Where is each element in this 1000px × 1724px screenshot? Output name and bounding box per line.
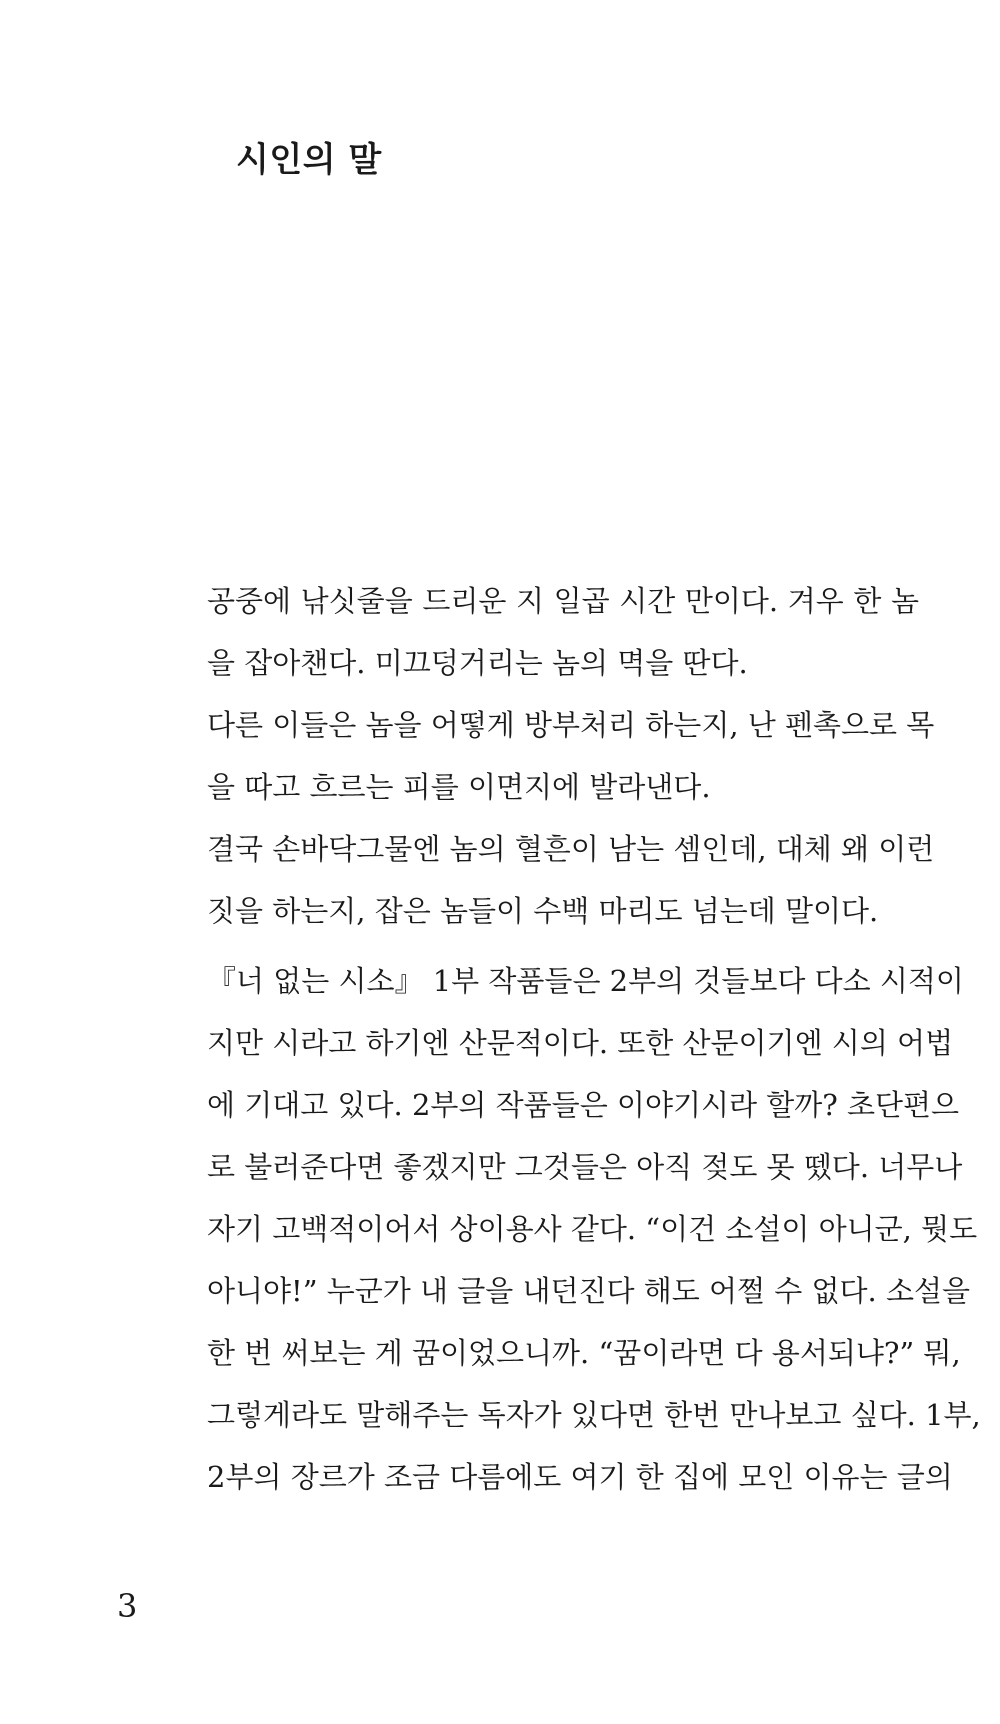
text-line: 로 불러준다면 좋겠지만 그것들은 아직 젖도 못 뗐다. 너무나 <box>207 1150 963 1184</box>
paragraph-block-2 <box>207 950 981 1508</box>
text-line: 자기 고백적이어서 상이용사 같다. “이건 소설이 아니군, 뭣도 <box>207 1212 978 1246</box>
text-line: 아니야!” 누군가 내 글을 내던진다 해도 어쩔 수 없다. 소설을 <box>207 1274 970 1308</box>
text-line: 을 잡아챈다. 미끄덩거리는 놈의 멱을 딴다. <box>207 646 748 680</box>
page-title: 시인의 말 <box>236 140 382 180</box>
text-line: 한 번 써보는 게 꿈이었으니까. “꿈이라면 다 용서되냐?” 뭐, <box>207 1336 961 1370</box>
text-line: 짓을 하는지, 잡은 놈들이 수백 마리도 넘는데 말이다. <box>207 894 879 928</box>
text-line: 2부의 장르가 조금 다름에도 여기 한 집에 모인 이유는 글의 <box>207 1460 953 1494</box>
text-line: 『너 없는 시소』 1부 작품들은 2부의 것들보다 다소 시적이 <box>207 964 964 998</box>
text-line: 결국 손바닥그물엔 놈의 혈흔이 남는 셈인데, 대체 왜 이런 <box>207 832 935 866</box>
page-number: 3 <box>117 1587 138 1625</box>
text-line: 지만 시라고 하기엔 산문적이다. 또한 산문이기엔 시의 어법 <box>207 1026 954 1060</box>
text-line: 그렇게라도 말해주는 독자가 있다면 한번 만나보고 싶다. 1부, <box>207 1398 981 1432</box>
text-line: 에 기대고 있다. 2부의 작품들은 이야기시라 할까? 초단편으 <box>207 1088 960 1122</box>
text-line: 다른 이들은 놈을 어떻게 방부처리 하는지, 난 펜촉으로 목 <box>207 708 935 742</box>
text-line: 공중에 낚싯줄을 드리운 지 일곱 시간 만이다. 겨우 한 놈 <box>207 584 919 618</box>
paragraph-block-1 <box>207 570 935 942</box>
text-line: 을 따고 흐르는 피를 이면지에 발라낸다. <box>207 770 711 804</box>
